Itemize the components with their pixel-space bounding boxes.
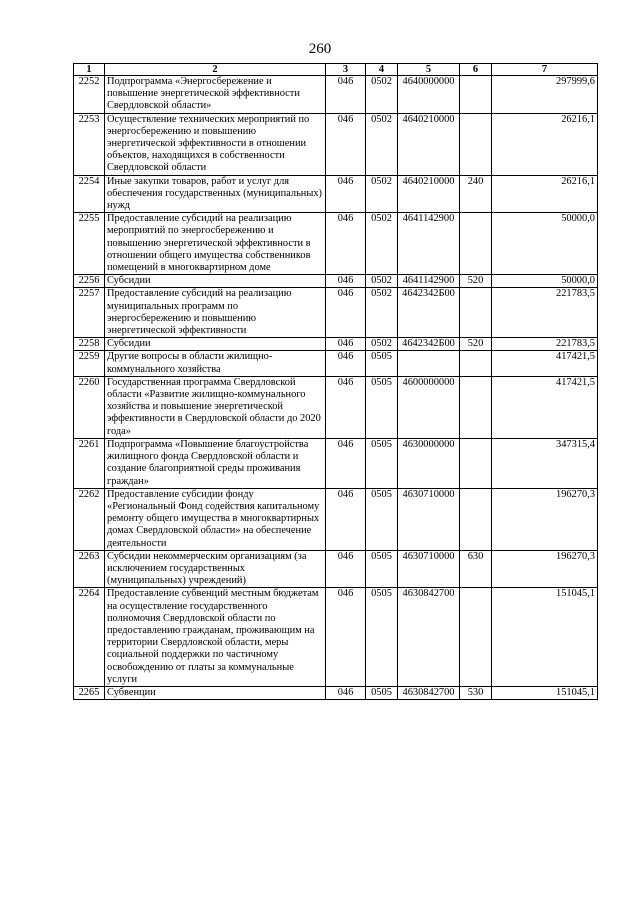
- row-number-cell: 2264: [74, 588, 105, 687]
- expense-type-cell: [460, 113, 492, 175]
- header-row: [74, 64, 598, 76]
- section-code-cell: 0502: [366, 76, 398, 114]
- table-row: [74, 113, 598, 175]
- target-code-cell: 4641142900: [398, 275, 460, 288]
- target-code-cell: [398, 351, 460, 376]
- row-number-cell: 2262: [74, 488, 105, 550]
- section-code-cell: 0505: [366, 376, 398, 438]
- column-header: 5: [398, 64, 460, 76]
- section-code-cell: 0505: [366, 351, 398, 376]
- target-code-cell: 4630710000: [398, 488, 460, 550]
- table-row: [74, 288, 598, 338]
- expense-type-cell: [460, 351, 492, 376]
- target-code-cell: 4640210000: [398, 175, 460, 213]
- ministry-code-cell: 046: [326, 175, 366, 213]
- row-number-cell: 2253: [74, 113, 105, 175]
- row-number-cell: 2254: [74, 175, 105, 213]
- expense-type-cell: 530: [460, 686, 492, 699]
- section-code-cell: 0502: [366, 175, 398, 213]
- section-code-cell: 0502: [366, 275, 398, 288]
- ministry-code-cell: 046: [326, 588, 366, 687]
- item-name-cell: Предоставление субсидий на реализацию муниципальных программ по энергосбережению и повышению энергетической эффективности: [105, 288, 326, 338]
- ministry-code-cell: 046: [326, 488, 366, 550]
- column-header: 2: [105, 64, 326, 76]
- table-row: [74, 686, 598, 699]
- ministry-code-cell: 046: [326, 351, 366, 376]
- table-row: [74, 175, 598, 213]
- target-code-cell: 4630842700: [398, 588, 460, 687]
- amount-cell: 151045,1: [492, 588, 598, 687]
- expense-type-cell: [460, 376, 492, 438]
- amount-cell: 151045,1: [492, 686, 598, 699]
- row-number-cell: 2265: [74, 686, 105, 699]
- ministry-code-cell: 046: [326, 550, 366, 588]
- ministry-code-cell: 046: [326, 438, 366, 488]
- column-header: 1: [74, 64, 105, 76]
- amount-cell: 221783,5: [492, 338, 598, 351]
- column-header: 4: [366, 64, 398, 76]
- table-row: [74, 213, 598, 275]
- item-name-cell: Предоставление субсидии фонду «Региональный Фонд содействия капитальному ремонту общего имущества в многоквартирных домах Свердловской области» на обеспечение деятельности: [105, 488, 326, 550]
- ministry-code-cell: 046: [326, 288, 366, 338]
- expense-type-cell: [460, 288, 492, 338]
- page-number: 260: [308, 41, 332, 57]
- row-number-cell: 2252: [74, 76, 105, 114]
- row-number-cell: 2260: [74, 376, 105, 438]
- table-row: [74, 588, 598, 687]
- expense-type-cell: 240: [460, 175, 492, 213]
- section-code-cell: 0502: [366, 338, 398, 351]
- table-body: [74, 76, 598, 700]
- target-code-cell: 4642342Б00: [398, 288, 460, 338]
- item-name-cell: Осуществление технических мероприятий по энергосбережению и повышению энергетической эффективности в отношении объектов, находящихся в собственности Свердловской области: [105, 113, 326, 175]
- expense-type-cell: 520: [460, 338, 492, 351]
- expense-type-cell: [460, 213, 492, 275]
- row-number-cell: 2263: [74, 550, 105, 588]
- item-name-cell: Другие вопросы в области жилищно-коммунального хозяйства: [105, 351, 326, 376]
- item-name-cell: Предоставление субвенций местным бюджетам на осуществление государственного полномочия Свердловской области по предоставлению гражданам, проживающим на территории Свердловской области, меры социальной поддержки по частичному освобождению от платы за коммунальные услуги: [105, 588, 326, 687]
- amount-cell: 196270,3: [492, 550, 598, 588]
- target-code-cell: 4640000000: [398, 76, 460, 114]
- table-row: [74, 488, 598, 550]
- amount-cell: 417421,5: [492, 376, 598, 438]
- item-name-cell: Субвенции: [105, 686, 326, 699]
- item-name-cell: Подпрограмма «Повышение благоустройства жилищного фонда Свердловской области и создание благоприятной среды проживания граждан»: [105, 438, 326, 488]
- expense-type-cell: [460, 438, 492, 488]
- ministry-code-cell: 046: [326, 213, 366, 275]
- column-header: 7: [492, 64, 598, 76]
- row-number-cell: 2257: [74, 288, 105, 338]
- expense-type-cell: [460, 488, 492, 550]
- amount-cell: 196270,3: [492, 488, 598, 550]
- amount-cell: 347315,4: [492, 438, 598, 488]
- ministry-code-cell: 046: [326, 275, 366, 288]
- expense-type-cell: [460, 76, 492, 114]
- ministry-code-cell: 046: [326, 76, 366, 114]
- amount-cell: 26216,1: [492, 175, 598, 213]
- item-name-cell: Субсидии: [105, 275, 326, 288]
- item-name-cell: Иные закупки товаров, работ и услуг для обеспечения государственных (муниципальных) нужд: [105, 175, 326, 213]
- section-code-cell: 0502: [366, 213, 398, 275]
- item-name-cell: Субсидии некоммерческим организациям (за исключением государственных (муниципальных) учреждений): [105, 550, 326, 588]
- target-code-cell: 4630000000: [398, 438, 460, 488]
- section-code-cell: 0505: [366, 550, 398, 588]
- section-code-cell: 0505: [366, 588, 398, 687]
- row-number-cell: 2261: [74, 438, 105, 488]
- ministry-code-cell: 046: [326, 686, 366, 699]
- amount-cell: 417421,5: [492, 351, 598, 376]
- budget-table: [73, 63, 598, 700]
- table-row: [74, 376, 598, 438]
- target-code-cell: 4630710000: [398, 550, 460, 588]
- row-number-cell: 2255: [74, 213, 105, 275]
- expense-type-cell: 520: [460, 275, 492, 288]
- expense-type-cell: [460, 588, 492, 687]
- table-row: [74, 275, 598, 288]
- item-name-cell: Государственная программа Свердловской области «Развитие жилищно-коммунального хозяйства и повышение энергетической эффективности в Свердловской области до 2020 года»: [105, 376, 326, 438]
- table-row: [74, 76, 598, 114]
- row-number-cell: 2259: [74, 351, 105, 376]
- column-header: 3: [326, 64, 366, 76]
- section-code-cell: 0505: [366, 686, 398, 699]
- amount-cell: 50000,0: [492, 275, 598, 288]
- table-row: [74, 438, 598, 488]
- row-number-cell: 2258: [74, 338, 105, 351]
- section-code-cell: 0502: [366, 288, 398, 338]
- target-code-cell: 4641142900: [398, 213, 460, 275]
- column-header: 6: [460, 64, 492, 76]
- table-row: [74, 550, 598, 588]
- item-name-cell: Подпрограмма «Энергосбережение и повышение энергетической эффективности Свердловской области»: [105, 76, 326, 114]
- target-code-cell: 4630842700: [398, 686, 460, 699]
- amount-cell: 26216,1: [492, 113, 598, 175]
- item-name-cell: Предоставление субсидий на реализацию мероприятий по энергосбережению и повышению энергетической эффективности в отношении общего имущества собственников помещений в многоквартирном доме: [105, 213, 326, 275]
- section-code-cell: 0505: [366, 438, 398, 488]
- item-name-cell: Субсидии: [105, 338, 326, 351]
- amount-cell: 221783,5: [492, 288, 598, 338]
- amount-cell: 297999,6: [492, 76, 598, 114]
- ministry-code-cell: 046: [326, 338, 366, 351]
- target-code-cell: 4600000000: [398, 376, 460, 438]
- table-row: [74, 351, 598, 376]
- row-number-cell: 2256: [74, 275, 105, 288]
- ministry-code-cell: 046: [326, 113, 366, 175]
- table-row: [74, 338, 598, 351]
- expense-type-cell: 630: [460, 550, 492, 588]
- target-code-cell: 4642342Б00: [398, 338, 460, 351]
- target-code-cell: 4640210000: [398, 113, 460, 175]
- ministry-code-cell: 046: [326, 376, 366, 438]
- section-code-cell: 0505: [366, 488, 398, 550]
- amount-cell: 50000,0: [492, 213, 598, 275]
- section-code-cell: 0502: [366, 113, 398, 175]
